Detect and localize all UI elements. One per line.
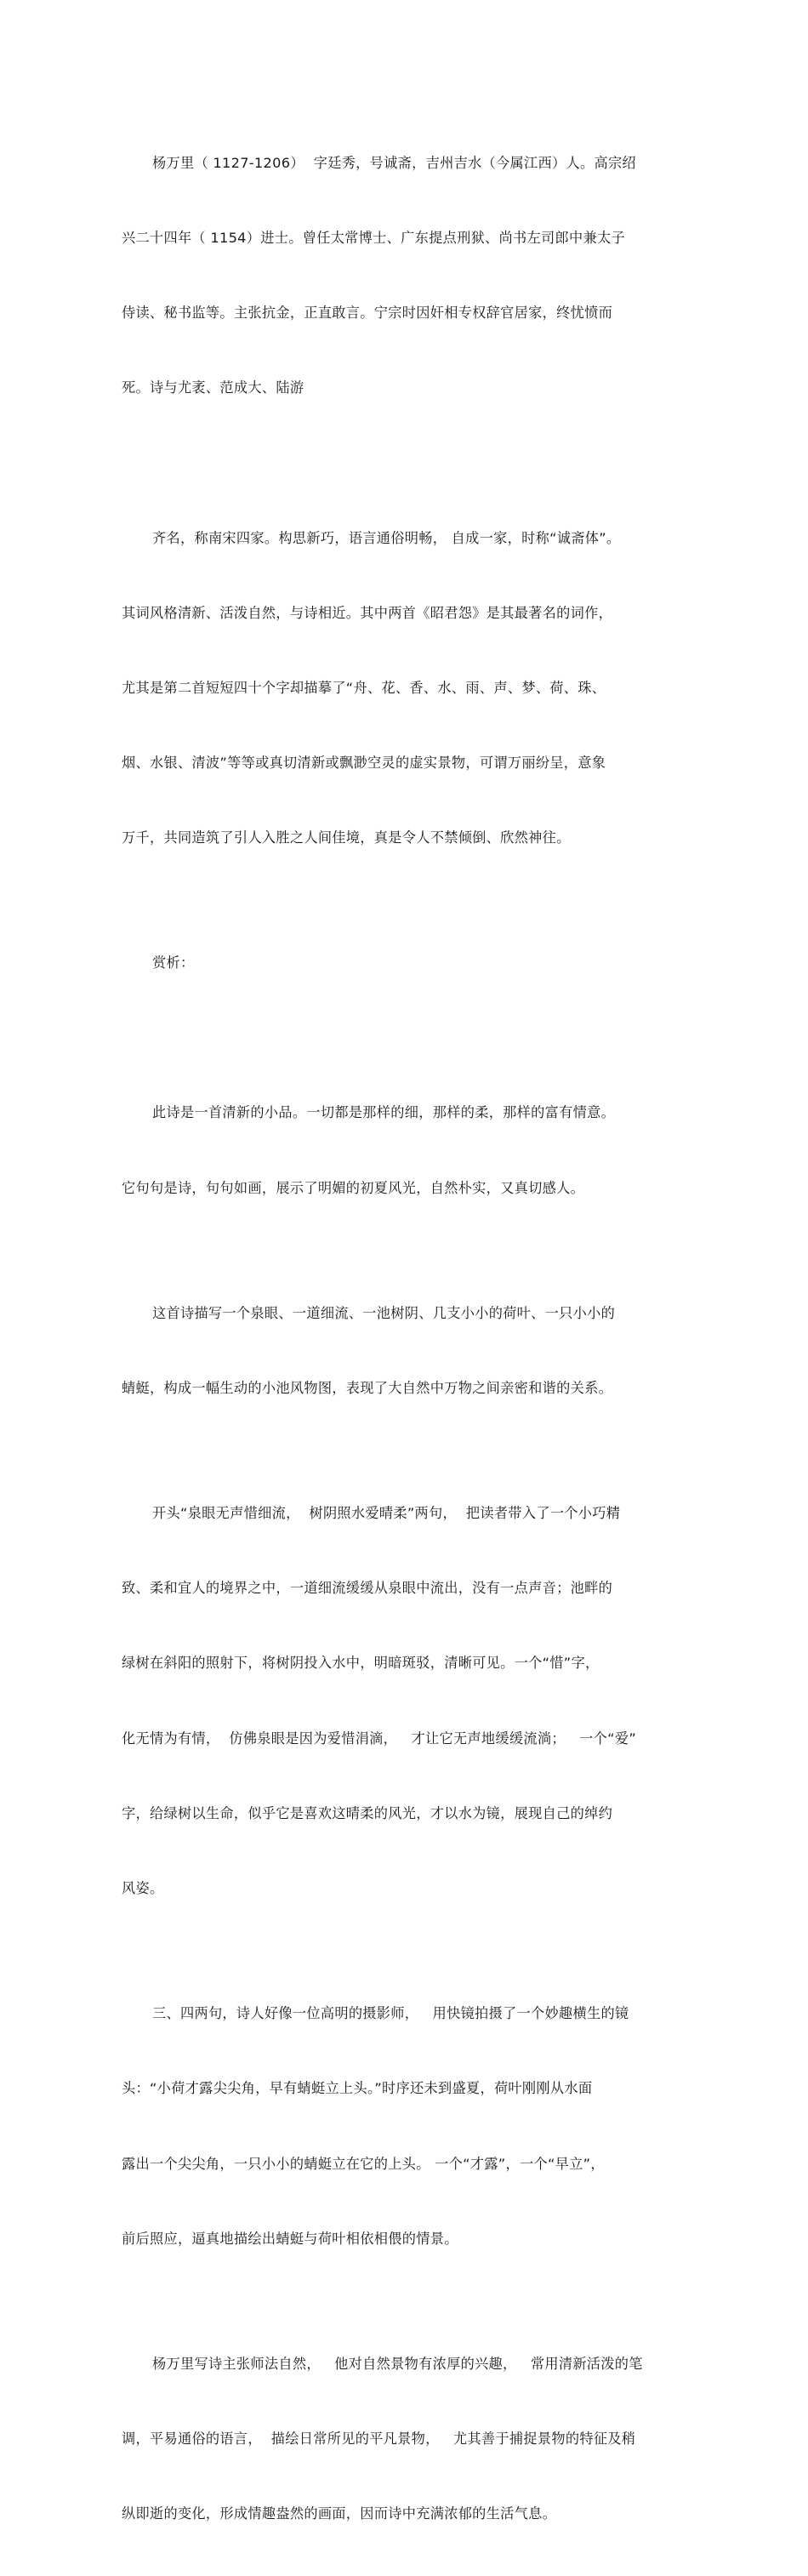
text-line: 绿树在斜阳的照射下，将树阴投入水中，明暗斑驳，清晰可见。一个“惜”字，	[122, 1655, 600, 1672]
text-line: 蜻蜓，构成一幅生动的小池风物图，表现了大自然中万物之间亲密和谐的关系。	[122, 1379, 613, 1396]
text-line: 致、柔和宜人的境界之中，一道细流缓缓从泉眼中流出，没有一点声音；池畔的	[122, 1580, 613, 1597]
text-line: 这首诗描写一个泉眼、一道细流、一池树阴、几支小小的荷叶、一只小小的	[152, 1304, 616, 1321]
paragraph-overview	[122, 1051, 683, 1251]
text-line: 前后照应，逼真地描绘出蜻蜓与荷叶相依相偎的情景。	[122, 2230, 458, 2247]
paragraph-biography	[122, 100, 683, 451]
heading-appreciation	[122, 901, 683, 1026]
paragraph-opening-lines	[122, 1450, 683, 1951]
text-line: 风姿。	[122, 1880, 164, 1897]
text-line: 万千，共同造筑了引人入胜之人间佳境，真是令人不禁倾倒、欣然神往。	[122, 829, 571, 846]
text-line: 杨万里写诗主张师法自然， 他对自然景物有浓厚的兴趣， 常用清新活泼的笔	[152, 2355, 643, 2372]
text-line: 齐名，称南宋四家。构思新巧，语言通俗明畅， 自成一家，时称“诚斋体”。	[152, 529, 621, 546]
text-line: 其词风格清新、活泼自然，与诗相近。其中两首《昭君怨》是其最著名的词作，	[122, 604, 613, 621]
text-line: 调，平易通俗的语言， 描绘日常所见的平凡景物， 尤其善于捕捉景物的特征及稍	[122, 2430, 636, 2447]
paragraph-style	[122, 476, 683, 901]
text-line: 化无情为有情， 仿佛泉眼是因为爱惜涓滴， 才让它无声地缓缓流淌； 一个“爱”	[122, 1730, 637, 1747]
paragraph-description	[122, 1251, 683, 1450]
text-line: 侍读、秘书监等。主张抗金，正直敢言。宁宗时因奸相专权辞官居家，终忧愤而	[122, 305, 613, 322]
text-line: 露出一个尖尖角，一只小小的蜻蜓立在它的上头。 一个“才露”，一个“早立”，	[122, 2155, 605, 2172]
section-heading: 赏析：	[152, 955, 195, 972]
text-line: 死。诗与尤袤、范成大、陆游	[122, 379, 304, 396]
document-body	[122, 100, 683, 2576]
text-line: 兴二十四年（ 1154）进士。曾任太常博士、广东提点刑狱、尚书左司郎中兼太子	[122, 230, 625, 247]
text-line: 纵即逝的变化，形成情趣盎然的画面，因而诗中充满浓郁的生活气息。	[122, 2505, 557, 2522]
text-line: 开头“泉眼无声惜细流， 树阴照水爱晴柔”两句， 把读者带入了一个小巧精	[152, 1504, 621, 1521]
text-line: 字，给绿树以生命，似乎它是喜欢这晴柔的风光，才以水为镜，展现自己的绰约	[122, 1804, 613, 1821]
paragraph-gap	[122, 451, 683, 476]
paragraph-gap	[122, 1026, 683, 1051]
text-line: 杨万里（ 1127-1206） 字廷秀，号诚斋，吉州吉水（今属江西）人。高宗绍	[152, 154, 636, 171]
text-line: 烟、水银、清波”等等或真切清新或飘渺空灵的虚实景物，可谓万丽纷呈，意象	[122, 755, 606, 772]
text-line: 此诗是一首清新的小品。一切都是那样的细，那样的柔，那样的富有情意。	[152, 1104, 616, 1121]
text-line: 三、四两句，诗人好像一位高明的摄影师， 用快镜拍摄了一个妙趣横生的镜	[152, 2005, 629, 2022]
paragraph-closing-lines	[122, 1951, 683, 2301]
text-line: 它句句是诗，句句如画，展示了明媚的初夏风光，自然朴实，又真切感人。	[122, 1179, 585, 1196]
text-line: 头：“小荷才露尖尖角，早有蜻蜓立上头。”时序还未到盛夏，荷叶刚刚从水面	[122, 2080, 593, 2097]
paragraph-style-summary	[122, 2301, 683, 2576]
text-line: 尤其是第二首短短四十个字却描摹了“舟、花、香、水、雨、声、梦、荷、珠、	[122, 679, 606, 696]
